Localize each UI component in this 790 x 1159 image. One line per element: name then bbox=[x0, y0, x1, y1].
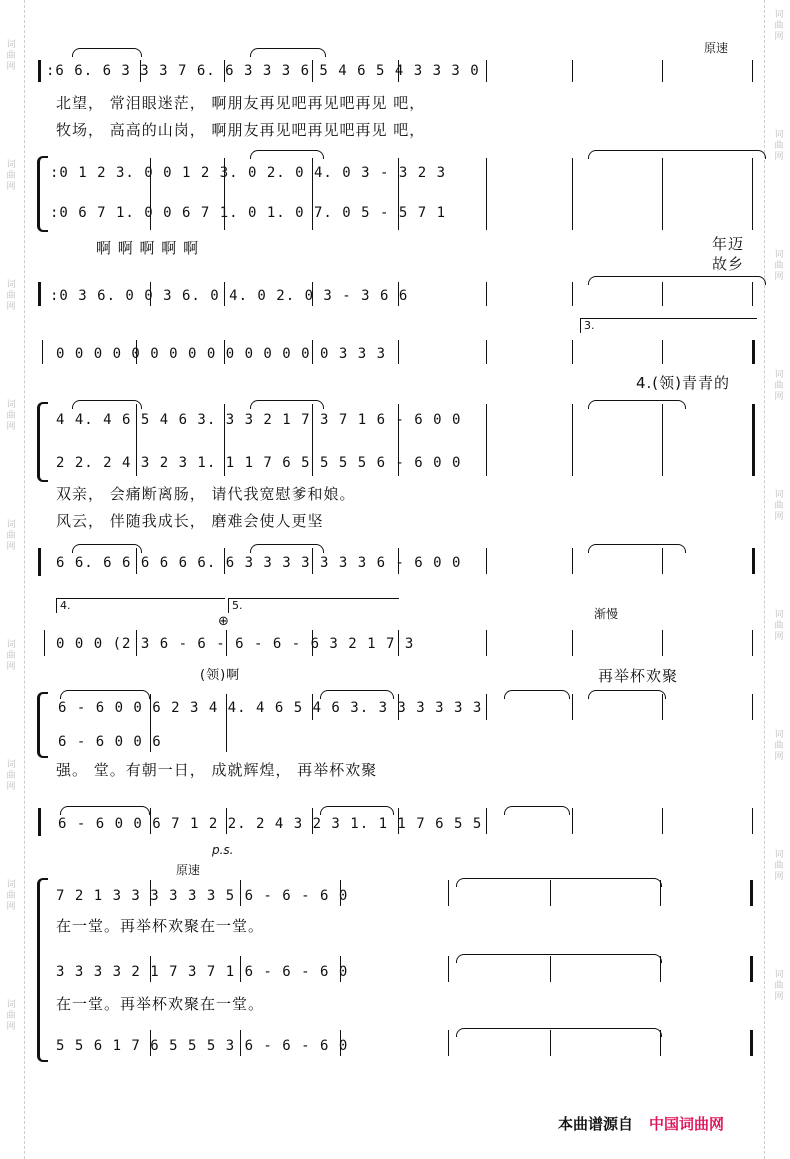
barline bbox=[312, 158, 313, 230]
barline bbox=[486, 158, 487, 230]
tie bbox=[320, 690, 394, 699]
barline bbox=[398, 158, 399, 230]
barline bbox=[572, 630, 573, 656]
watermark: 词曲网 bbox=[6, 760, 16, 792]
voice-2: 6 - 6 0 0 6 bbox=[58, 734, 162, 750]
lyric-line: 在一堂。再举杯欢聚在一堂。 bbox=[56, 917, 265, 935]
watermark: 词曲网 bbox=[6, 400, 16, 432]
barline bbox=[550, 880, 551, 906]
barline bbox=[44, 630, 45, 656]
barline bbox=[752, 282, 753, 306]
repeat-end bbox=[752, 548, 755, 574]
watermark: 词曲网 bbox=[774, 850, 784, 882]
barline bbox=[312, 60, 313, 82]
voice-2: 2 2. 2 4 3 2 3 1. 1 1 7 6 5 5 5 5 6 - 6 0 0 bbox=[56, 455, 462, 471]
tie bbox=[456, 1028, 662, 1037]
barline bbox=[150, 808, 151, 834]
voice-2: :0 6 7 1. 0 0 6 7 1. 0 1. 0 7. 0 5 - 5 7 1 bbox=[50, 205, 447, 221]
barline bbox=[550, 956, 551, 982]
barline bbox=[312, 340, 313, 364]
barline bbox=[660, 1030, 661, 1056]
final-barline bbox=[750, 956, 753, 982]
tie bbox=[588, 690, 666, 699]
watermark-divider bbox=[764, 0, 765, 1159]
tie bbox=[60, 806, 150, 815]
volta-5 bbox=[228, 598, 399, 613]
watermark-divider bbox=[24, 0, 25, 1159]
lyric-ah: 啊 啊 啊 啊 啊 bbox=[96, 239, 200, 257]
melody-line: :6 6. 6 3 3 3 7 6. 6 3 3 3 6 5 4 6 5 4 3 3 3 0 bbox=[46, 63, 480, 79]
voice-1: :0 1 2 3. 0 0 1 2 3. 0 2. 0 4. 0 3 - 3 2 3 bbox=[50, 165, 447, 181]
volta-4 bbox=[56, 598, 225, 613]
barline bbox=[486, 630, 487, 656]
footer-site-link[interactable]: 中国词曲网 bbox=[649, 1115, 725, 1133]
barline bbox=[398, 60, 399, 82]
staff-start bbox=[38, 808, 41, 836]
barline bbox=[312, 282, 313, 306]
barline bbox=[662, 282, 663, 306]
staff-start bbox=[38, 548, 41, 576]
final-barline bbox=[750, 1030, 753, 1056]
barline bbox=[312, 630, 313, 656]
repeat-end bbox=[752, 340, 755, 364]
watermark: 词曲网 bbox=[6, 160, 16, 192]
tempo-ritard: 渐慢 bbox=[594, 607, 619, 621]
barline bbox=[398, 340, 399, 364]
barline bbox=[398, 548, 399, 574]
barline bbox=[136, 630, 137, 656]
barline bbox=[448, 956, 449, 982]
watermark: 词曲网 bbox=[774, 970, 784, 1002]
watermark: 词曲网 bbox=[6, 280, 16, 312]
slur bbox=[504, 690, 570, 699]
barline bbox=[486, 404, 487, 476]
barline bbox=[752, 60, 753, 82]
barline bbox=[448, 880, 449, 906]
lyric-verse1: 北望， 常泪眼迷茫， 啊朋友再见吧再见吧再见 吧， bbox=[56, 94, 426, 112]
slur bbox=[504, 806, 570, 815]
barline bbox=[662, 548, 663, 574]
tie bbox=[250, 48, 326, 57]
barline bbox=[752, 808, 753, 834]
tie bbox=[456, 954, 662, 963]
barline bbox=[486, 340, 487, 364]
watermark: 词曲网 bbox=[6, 40, 16, 72]
lead-lyric-2: 再举杯欢聚 bbox=[598, 667, 679, 685]
lyric-line: 在一堂。再举杯欢聚在一堂。 bbox=[56, 995, 265, 1013]
lyric-verse1: 双亲， 会痛断离肠， 请代我宽慰爹和娘。 bbox=[56, 485, 356, 503]
lead-melody: 0 0 0 (2 3 6 - 6 - 6 - 6 - 6 3 2 1 7 3 bbox=[56, 636, 415, 652]
final-barline bbox=[750, 880, 753, 906]
barline bbox=[572, 694, 573, 720]
barline bbox=[398, 282, 399, 306]
barline bbox=[572, 548, 573, 574]
barline bbox=[150, 956, 151, 982]
lyric-turn-2: 故乡 bbox=[712, 255, 745, 273]
barline bbox=[140, 60, 141, 82]
watermark: 词曲网 bbox=[6, 520, 16, 552]
barline bbox=[662, 808, 663, 834]
tempo-original: 原速 bbox=[176, 863, 201, 877]
staff-brace bbox=[37, 692, 48, 758]
barline bbox=[224, 60, 225, 82]
watermark: 词曲网 bbox=[774, 370, 784, 402]
rest-line: 0 0 0 0 0 0 0 0 0 0 0 0 0 0 0 3 3 3 bbox=[56, 346, 387, 362]
staff-brace bbox=[37, 156, 48, 232]
footer-credit bbox=[558, 1113, 724, 1134]
volta-5-label: 5. bbox=[232, 599, 243, 612]
barline bbox=[136, 548, 137, 574]
tie bbox=[588, 150, 766, 159]
barline bbox=[312, 808, 313, 834]
lyric-turn-1: 年迈 bbox=[712, 235, 745, 253]
repeat-start bbox=[38, 282, 41, 306]
barline bbox=[136, 340, 137, 364]
barline bbox=[662, 404, 663, 476]
watermark: 词曲网 bbox=[6, 1000, 16, 1032]
tie bbox=[72, 48, 142, 57]
bass-line: :0 3 6. 0 0 3 6. 0 4. 0 2. 0 3 - 3 6 6 bbox=[50, 288, 409, 304]
watermark: 词曲网 bbox=[6, 880, 16, 912]
footer-source-label: 本曲谱源自 bbox=[558, 1115, 634, 1133]
barline bbox=[224, 548, 225, 574]
barline bbox=[752, 630, 753, 656]
barline bbox=[662, 158, 663, 230]
watermark-strip-left bbox=[0, 0, 22, 1159]
tie bbox=[72, 400, 142, 409]
barline bbox=[752, 158, 753, 230]
lyric-verse2: 牧场， 高高的山岗， 啊朋友再见吧再见吧再见 吧， bbox=[56, 121, 426, 139]
bass-line: 5 5 6 1 7 6 5 5 5 3 6 - 6 - 6 0 bbox=[56, 1038, 349, 1054]
watermark: 词曲网 bbox=[774, 730, 784, 762]
dynamic-ps: p.s. bbox=[212, 843, 234, 857]
bass-line: 6 6. 6 6 6 6 6 6. 6 3 3 3 3 3 3 3 6 - 6 0 0 bbox=[56, 555, 462, 571]
barline bbox=[572, 340, 573, 364]
volta-3-label: 3. bbox=[584, 319, 595, 332]
tempo-original: 原速 bbox=[704, 41, 729, 55]
barline bbox=[226, 630, 227, 656]
barline bbox=[660, 956, 661, 982]
watermark: 词曲网 bbox=[774, 250, 784, 282]
tie bbox=[60, 690, 150, 699]
barline bbox=[486, 60, 487, 82]
watermark: 词曲网 bbox=[774, 610, 784, 642]
barline bbox=[486, 548, 487, 574]
barline bbox=[340, 880, 341, 906]
watermark: 词曲网 bbox=[774, 490, 784, 522]
tie bbox=[588, 400, 686, 409]
barline bbox=[572, 60, 573, 82]
barline bbox=[486, 808, 487, 834]
barline bbox=[312, 404, 313, 476]
barline bbox=[486, 694, 487, 720]
watermark: 词曲网 bbox=[6, 640, 16, 672]
barline bbox=[662, 340, 663, 364]
barline bbox=[150, 158, 151, 230]
barline bbox=[226, 808, 227, 834]
barline bbox=[150, 282, 151, 306]
tie bbox=[588, 544, 686, 553]
barline bbox=[150, 1030, 151, 1056]
lyric-line: 强。 堂。有朝一日， 成就辉煌， 再举杯欢聚 bbox=[56, 761, 378, 779]
barline bbox=[662, 60, 663, 82]
lead-label: 4.(领)青青的 bbox=[636, 374, 731, 392]
barline bbox=[572, 808, 573, 834]
barline bbox=[572, 158, 573, 230]
voice-1: 7 2 1 3 3 3 3 3 3 5 6 - 6 - 6 0 bbox=[56, 888, 349, 904]
barline bbox=[398, 694, 399, 720]
volta-3 bbox=[580, 318, 757, 333]
barline bbox=[572, 404, 573, 476]
barline bbox=[226, 694, 227, 752]
voice-2: 3 3 3 3 2 1 7 3 7 1 6 - 6 - 6 0 bbox=[56, 964, 349, 980]
coda-sign-icon: ⊕ bbox=[218, 614, 229, 629]
barline bbox=[136, 404, 137, 476]
barline bbox=[150, 694, 151, 752]
tie bbox=[456, 878, 662, 887]
barline bbox=[662, 694, 663, 720]
voice-1: 4 4. 4 6 5 4 6 3. 3 3 2 1 7 3 7 1 6 - 6 0 0 bbox=[56, 412, 462, 428]
barline bbox=[398, 630, 399, 656]
barline bbox=[660, 880, 661, 906]
barline bbox=[240, 880, 241, 906]
barline bbox=[312, 548, 313, 574]
lyric-verse2: 风云， 伴随我成长， 磨难会使人更坚 bbox=[56, 512, 324, 530]
barline bbox=[150, 880, 151, 906]
barline bbox=[224, 158, 225, 230]
barline bbox=[340, 956, 341, 982]
barline bbox=[42, 340, 43, 364]
barline bbox=[448, 1030, 449, 1056]
barline bbox=[240, 1030, 241, 1056]
barline bbox=[240, 956, 241, 982]
staff-brace bbox=[37, 878, 48, 1062]
barline bbox=[224, 340, 225, 364]
voice-1: 6 - 6 0 0 6 2 3 4 4. 4 6 5 4 6 3. 3 3 3 3 3 3 bbox=[58, 700, 483, 716]
watermark: 词曲网 bbox=[774, 10, 784, 42]
lead-lyric: (领)啊 bbox=[200, 668, 241, 683]
repeat-start bbox=[38, 60, 41, 82]
repeat-end bbox=[752, 404, 755, 476]
watermark-strip-right bbox=[768, 0, 790, 1159]
barline bbox=[398, 404, 399, 476]
bass-line: 6 - 6 0 0 6 7 1 2 2. 2 4 3 2 3 1. 1 1 7 6 5 5 bbox=[58, 816, 483, 832]
barline bbox=[340, 1030, 341, 1056]
barline bbox=[486, 282, 487, 306]
barline bbox=[662, 630, 663, 656]
tie bbox=[320, 806, 394, 815]
volta-4-label: 4. bbox=[60, 599, 71, 612]
barline bbox=[572, 282, 573, 306]
barline bbox=[550, 1030, 551, 1056]
barline bbox=[224, 404, 225, 476]
watermark: 词曲网 bbox=[774, 130, 784, 162]
tie bbox=[72, 544, 142, 553]
barline bbox=[752, 694, 753, 720]
barline bbox=[312, 694, 313, 720]
barline bbox=[224, 282, 225, 306]
barline bbox=[398, 808, 399, 834]
staff-brace bbox=[37, 402, 48, 482]
tie bbox=[588, 276, 766, 285]
